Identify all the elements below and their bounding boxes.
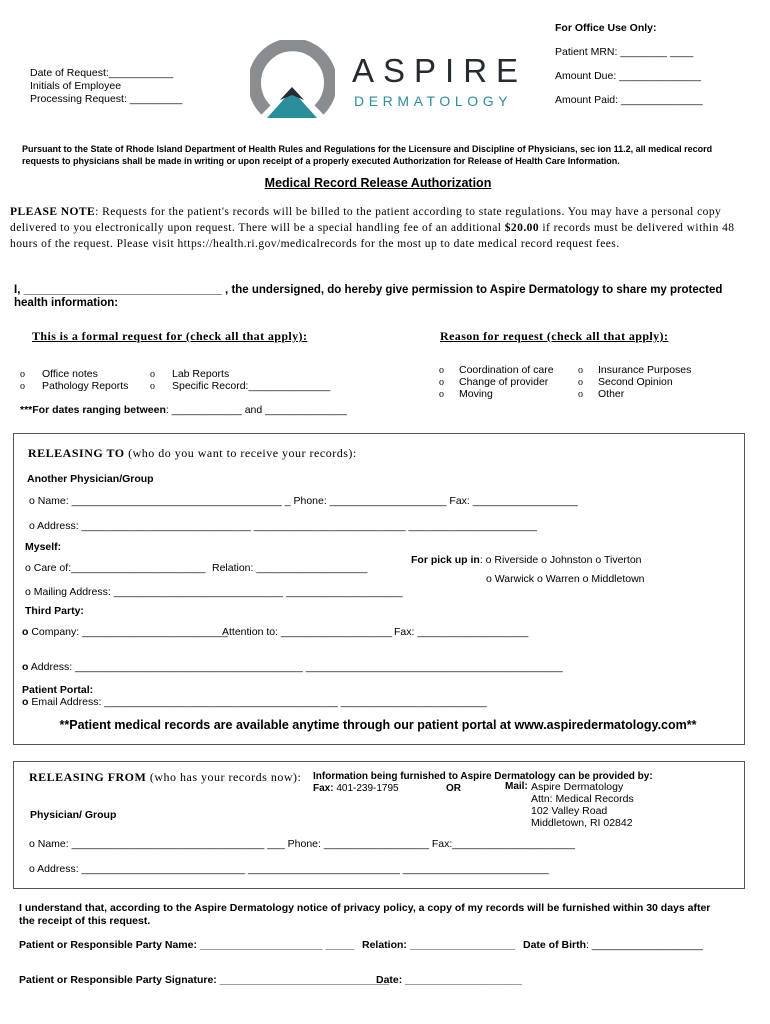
care-of-field[interactable]: o Care of:_______________________ (25, 562, 206, 574)
mail-address: Aspire Dermatology Attn: Medical Records 102 Valley Road Middletown, RI 02842 (531, 781, 634, 829)
patient-mrn-field[interactable]: Patient MRN: ________ ____ (555, 46, 694, 58)
third-party-address-field[interactable]: o Address: _______________________________________ ____________________________________________ (22, 661, 563, 673)
reason-heading: Reason for request (check all that apply): (440, 329, 669, 343)
request-type-heading: This is a formal request for (check all that apply): (32, 329, 308, 343)
to-name-phone-fax-field[interactable]: o Name: ____________________________________ _ Phone: ____________________ Fax: __________________ (29, 495, 578, 507)
date-range-field[interactable]: ***For dates ranging between: ____________ and ______________ (20, 404, 347, 416)
physician-group-label: Physician/ Group (30, 809, 117, 821)
option-pathology-reports[interactable]: Pathology Reports (42, 380, 129, 392)
logo-subtitle: DERMATOLOGY (354, 93, 513, 109)
request-checkbox-col1[interactable]: o o (20, 369, 25, 392)
reason-insurance[interactable]: Insurance Purposes (598, 364, 692, 376)
office-use-title: For Office Use Only: (555, 22, 657, 34)
myself-label: Myself: (25, 541, 62, 553)
request-checkbox-col2[interactable]: o o (150, 369, 155, 392)
aspire-logo-icon (250, 40, 335, 125)
fax-number: Fax: 401-239-1795 (313, 783, 399, 794)
mail-label: Mail: (505, 781, 528, 792)
patient-portal-note: **Patient medical records are available anytime through our patient portal at www.aspiredermatology.com** (59, 718, 697, 732)
reason-moving[interactable]: Moving (459, 388, 493, 400)
patient-name-field[interactable]: Patient or Responsible Party Name: _____________________ _____ (19, 939, 355, 951)
reason-coordination[interactable]: Coordination of care (459, 364, 554, 376)
permission-line1[interactable]: I, _______________________________ , the undersigned, do hereby give permission to Aspire Dermatology to share my protected (14, 284, 723, 296)
attention-to-field[interactable]: Attention to: ___________________ (222, 626, 392, 638)
reason-checkbox-col1[interactable]: o o o (439, 365, 444, 400)
third-party-fax-field[interactable]: Fax: ___________________ (394, 626, 529, 638)
note-line3: hours of the request. Please visit https://health.ri.gov/medicalrecords for the most up to date medical record request fees. (10, 238, 620, 250)
relation-field[interactable]: Relation: ___________________ (212, 562, 368, 574)
mailing-address-field[interactable]: o Mailing Address: _____________________________ ____________________ (25, 586, 403, 598)
legal-statement: Pursuant to the State of Rhode Island Department of Health Rules and Regulations for the Licensure and Discipline of Physicians, sec ion 11.2, all medical record requests to physicians shall be made in writing or upon receipt of a properly executed Authorization for Release of Health Care Information. (22, 144, 713, 166)
amount-paid-field[interactable]: Amount Paid: ______________ (555, 94, 703, 106)
note-line1: : Requests for the patient's records will be billed to the patient according to state regulations. You may have a personal copy (95, 206, 722, 218)
handling-fee: $20.00 (504, 222, 540, 234)
reason-other[interactable]: Other (598, 388, 625, 400)
releasing-from-heading: RELEASING FROM (who has your records now): (29, 770, 302, 784)
note-line2a: delivered to you electronically upon request. There will be a special handling fee of an additional (10, 222, 505, 234)
reason-checkbox-col2[interactable]: o o o (578, 365, 583, 400)
processing-request-field[interactable]: Processing Request: _________ (30, 93, 183, 105)
signature-date-field[interactable]: Date: ____________________ (376, 974, 522, 986)
patient-portal-label: Patient Portal: (22, 684, 94, 696)
from-address-field[interactable]: o Address: ____________________________ __________________________ _________________________ (29, 863, 549, 875)
pickup-location-line2[interactable]: o Warwick o Warren o Middletown (486, 573, 645, 585)
note-line2b: if records must be delivered within 48 (539, 222, 735, 234)
logo-title: ASPIRE (352, 52, 528, 89)
request-options-col1[interactable] (42, 368, 128, 392)
or-label: OR (446, 783, 461, 794)
reason-change-provider[interactable]: Change of provider (459, 376, 549, 388)
portal-email-field[interactable]: o Email Address: ________________________________________ _________________________ (22, 696, 487, 708)
form-title: Medical Record Release Authorization (264, 176, 492, 190)
please-note-label: PLEASE NOTE (10, 206, 96, 218)
third-party-label: Third Party: (25, 605, 84, 617)
privacy-acknowledgement: I understand that, according to the Aspire Dermatology notice of privacy policy, a copy of my records will be furnished within 30 days after the receipt of this request. (19, 902, 711, 927)
patient-relation-field[interactable]: Relation: __________________ (362, 939, 515, 951)
request-options-col2[interactable] (172, 368, 330, 392)
to-address-field[interactable]: o Address: _____________________________ __________________________ ______________________ (29, 520, 538, 532)
from-name-phone-fax-field[interactable]: o Name: _________________________________ ___ Phone: __________________ Fax:_____________________ (29, 838, 575, 850)
date-of-request-field[interactable]: Date of Request:___________ (30, 67, 174, 79)
reason-second-opinion[interactable]: Second Opinion (598, 376, 673, 388)
releasing-to-heading: RELEASING TO (who do you want to receive your records): (28, 446, 357, 460)
option-specific-record[interactable]: Specific Record:______________ (172, 380, 331, 392)
date-of-birth-field[interactable]: Date of Birth: ___________________ (523, 939, 703, 951)
option-office-notes[interactable]: Office notes (42, 368, 98, 380)
company-field[interactable]: o Company: _________________________ (22, 626, 229, 638)
pickup-location-line1[interactable]: For pick up in: o Riverside o Johnston o Tiverton (411, 554, 642, 566)
reason-options-col2[interactable] (598, 364, 691, 400)
option-lab-reports[interactable]: Lab Reports (172, 368, 230, 380)
signature-field[interactable]: Patient or Responsible Party Signature: _____________________________ (19, 974, 390, 986)
amount-due-field[interactable]: Amount Due: ______________ (555, 70, 701, 82)
initials-label: Initials of Employee (30, 80, 122, 92)
reason-options-col1[interactable] (459, 364, 554, 400)
info-furnished-title: Information being furnished to Aspire Dermatology can be provided by: (313, 771, 653, 782)
another-physician-label: Another Physician/Group (27, 473, 154, 485)
permission-line2: health information: (14, 297, 119, 309)
please-note (10, 204, 735, 252)
